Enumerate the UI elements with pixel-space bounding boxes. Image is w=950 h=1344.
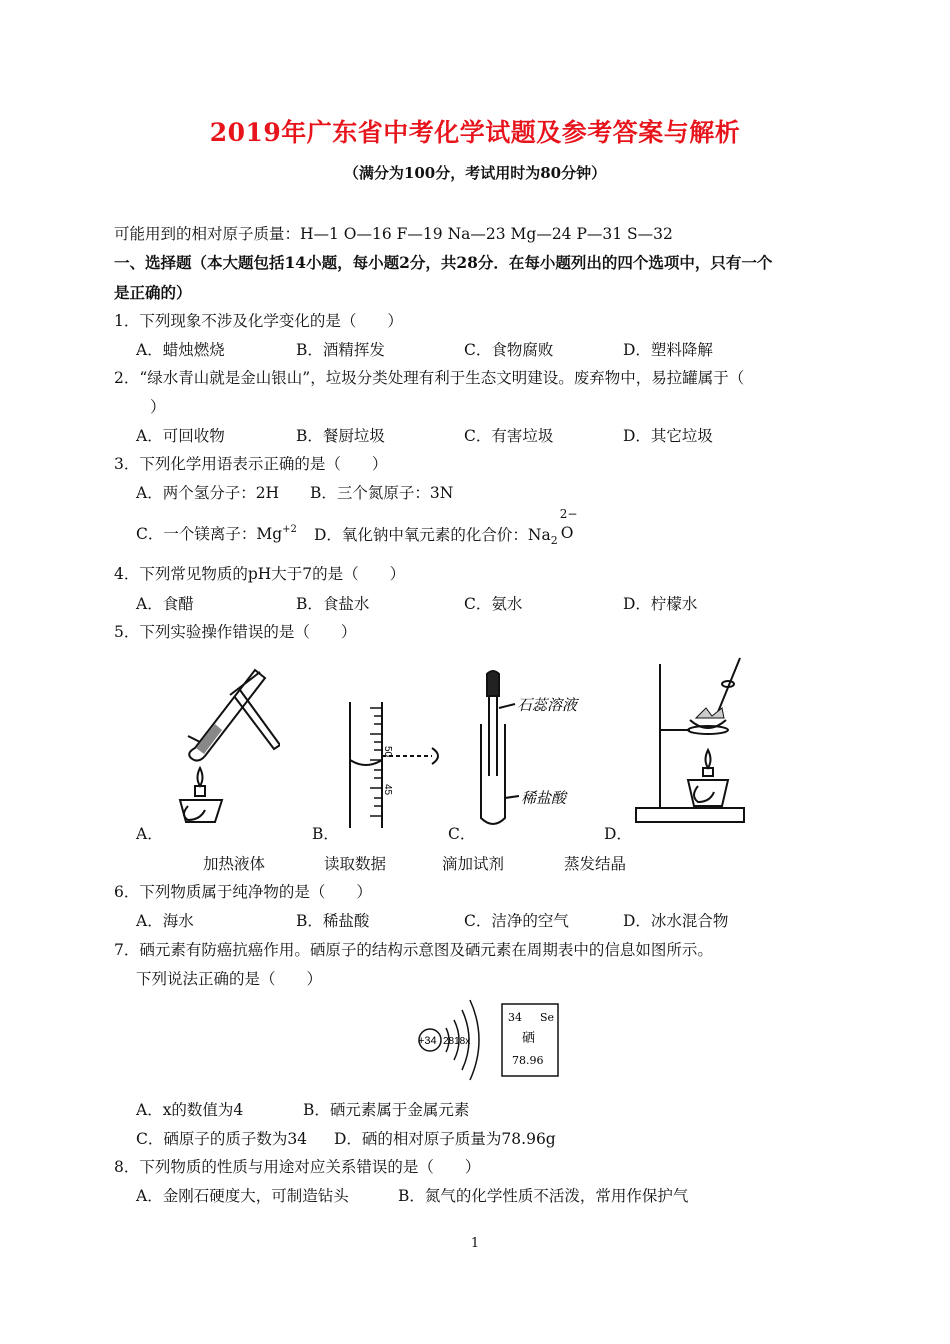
atomic-masses: 可能用到的相对原子质量：H—1 O—16 F—19 Na—23 Mg—24 P—31 S—32 [114,225,673,243]
caption-a: 加热液体 [203,855,266,873]
q3-option-c [136,522,297,544]
figure-reading-data [340,700,450,830]
q3-stem: 3．下列化学用语表示正确的是（ ） [114,455,388,473]
valence-element: O [560,524,574,542]
q2-stem: 2．“绿水青山就是金山银山”，垃圾分类处理有利于生态文明建设。废弃物中，易拉罐属于（ [114,369,745,387]
q1-option-a: A．蜡烛燃烧 [136,341,225,359]
figure-selenium-atom [412,990,562,1090]
q3-option-d [314,507,578,547]
q3-option-c-charge: +2 [282,524,297,535]
q1-option-b: B．酒精挥发 [296,341,385,359]
element-atomic-number: 34 [508,1011,522,1024]
q4-stem: 4．下列常见物质的pH大于7的是（ ） [114,565,406,583]
q5-option-b: B． [312,825,339,843]
q3-option-b: B．三个氮原子：3N [310,484,454,502]
q8-stem: 8．下列物质的性质与用途对应关系错误的是（ ） [114,1158,481,1176]
page-title: 2019年广东省中考化学试题及参考答案与解析 [209,118,741,147]
figure-evaporation [632,656,752,830]
q3-option-c-text: C．一个镁离子：Mg [136,525,283,543]
q7-stem-2: 下列说法正确的是（ ） [136,970,323,988]
q5-stem: 5．下列实验操作错误的是（ ） [114,623,357,641]
page-number: 1 [470,1236,480,1251]
q3-option-a: A．两个氢分子：2H [136,484,280,502]
label-litmus-solution: 石蕊溶液 [517,696,578,714]
q8-option-a: A．金刚石硬度大，可制造钻头 [136,1187,349,1205]
valence-notation [558,507,578,542]
q3-option-d-text: D．氧化钠中氧元素的化合价：Na [314,526,551,544]
figure-adding-reagent [475,668,615,830]
q2-option-b: B．餐厨垃圾 [296,427,385,445]
scale-label-45: 45 [382,784,393,796]
q6-option-b: B．稀盐酸 [296,912,370,930]
q2-option-a: A．可回收物 [136,427,225,445]
section-heading: 一、选择题（本大题包括14小题，每小题2分，共28分．在每小题列出的四个选项中，只有一个 [114,253,773,272]
valence-value: 2− [559,507,578,521]
label-dilute-hcl: 稀盐酸 [521,789,567,807]
q7-stem: 7．硒元素有防癌抗癌作用。硒原子的结构示意图及硒元素在周期表中的信息如图所示。 [114,941,713,959]
q8-option-b: B．氮气的化学性质不活泼，常用作保护气 [398,1187,689,1205]
q4-option-b: B．食盐水 [296,595,370,613]
q4-option-d: D．柠檬水 [623,595,698,613]
figure-heating-liquid [160,660,280,830]
q4-option-c: C．氨水 [464,595,523,613]
atom-nucleus-charge: +34 [418,1035,437,1047]
q7-option-b: B．硒元素属于金属元素 [303,1101,470,1119]
page-subtitle: （满分为100分，考试用时为80分钟） [343,164,607,182]
q2-option-d: D．其它垃圾 [623,427,713,445]
caption-c: 滴加试剂 [442,855,505,873]
q1-option-d: D．塑料降解 [623,341,713,359]
q1-option-c: C．食物腐败 [464,341,554,359]
atom-electron-shells: 2818x [443,1036,471,1047]
q5-option-c: C． [448,825,476,843]
q2-option-c: C．有害垃圾 [464,427,554,445]
q6-option-a: A．海水 [136,912,194,930]
element-symbol: Se [540,1011,555,1024]
q3-option-d-subscript: 2 [550,534,558,547]
q5-option-a: A． [136,825,163,843]
q7-option-c: C．硒原子的质子数为34 [136,1130,308,1148]
q1-stem: 1．下列现象不涉及化学变化的是（ ） [114,312,403,330]
q2-stem-cont: ） [150,398,166,416]
section-heading-cont: 是正确的） [114,283,192,302]
element-atomic-mass: 78.96 [512,1054,544,1067]
element-name: 硒 [522,1031,536,1046]
q7-option-a: A．x的数值为4 [136,1101,244,1119]
q6-option-d: D．冰水混合物 [623,912,729,930]
q7-option-d: D．硒的相对原子质量为78.96g [334,1130,556,1148]
caption-d: 蒸发结晶 [564,855,627,873]
caption-b: 读取数据 [324,855,387,873]
q5-option-d: D． [604,825,632,843]
q6-option-c: C．洁净的空气 [464,912,569,930]
q4-option-a: A．食醋 [136,595,194,613]
q6-stem: 6．下列物质属于纯净物的是（ ） [114,883,372,901]
scale-label-50: 50 [382,746,393,758]
